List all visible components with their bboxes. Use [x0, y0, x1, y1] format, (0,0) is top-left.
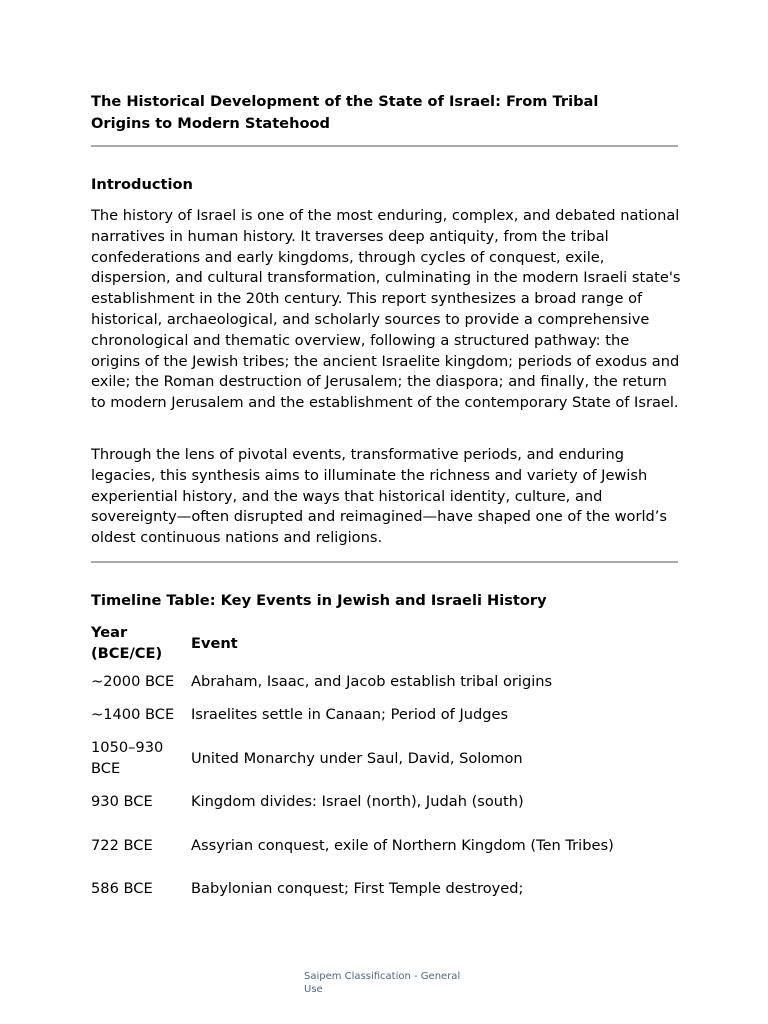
column-header-year: Year (BCE/CE): [91, 624, 163, 662]
event-cell: Abraham, Isaac, and Jacob establish tribal origins: [191, 673, 553, 691]
timeline-table: [91, 622, 679, 906]
table-row: [91, 666, 679, 699]
table-row: [91, 873, 679, 906]
timeline-heading: Timeline Table: Key Events in Jewish and Israeli History: [91, 592, 547, 609]
horizontal-divider: [91, 561, 678, 563]
year-cell: 722 BCE: [91, 836, 153, 854]
table-row: [91, 819, 679, 873]
table-header-row: [91, 622, 679, 666]
introduction-paragraph-1: The history of Israel is one of the most enduring, complex, and debated national narratives in human history. It traverses deep antiquity, from the tribal confederations and early kingdoms, through cycles of conquest, exile, dispersion, and cultural transformation, culminating in the modern Israeli state's establishment in the 20th century. This report synthesizes a broad range of historical, archaeological, and scholarly sources to provide a comprehensive chronological and thematic overview, following a structured pathway: the origins of the Jewish tribes; the ancient Israelite kingdom; periods of exodus and exile; the Roman destruction of Jerusalem; the diaspora; and finally, the return to modern Jerusalem and the establishment of the contemporary State of Israel.: [91, 207, 681, 412]
event-cell: Assyrian conquest, exile of Northern Kingdom (Ten Tribes): [191, 836, 614, 854]
year-cell: 586 BCE: [91, 880, 153, 898]
year-cell: 930 BCE: [91, 793, 153, 811]
event-cell: United Monarchy under Saul, David, Solomon: [191, 749, 523, 767]
introduction-paragraph-2: Through the lens of pivotal events, transformative periods, and enduring legacies, this synthesis aims to illuminate the richness and variety of Jewish experiential history, and the ways that historical identity, culture, and sovereignty—often disrupted and reimagined—have shaped one of the world’s oldest continuous nations and religions.: [91, 446, 668, 547]
table-row: [91, 699, 679, 732]
classification-footer: Saipem Classification - General Use: [304, 971, 461, 995]
year-cell: 1050–930 BCE: [91, 739, 164, 777]
event-cell: Israelites settle in Canaan; Period of Judges: [191, 706, 509, 724]
event-cell: Babylonian conquest; First Temple destroyed;: [191, 880, 524, 898]
column-header-event: Event: [191, 634, 238, 652]
event-cell: Kingdom divides: Israel (north), Judah (south): [191, 793, 524, 811]
introduction-heading: Introduction: [91, 176, 193, 193]
year-cell: ~2000 BCE: [91, 673, 175, 691]
table-row: [91, 786, 679, 819]
document-title: The Historical Development of the State of Israel: From Tribal Origins to Modern Statehood: [91, 93, 599, 132]
horizontal-divider: [91, 145, 678, 147]
year-cell: ~1400 BCE: [91, 706, 175, 724]
table-row: [91, 732, 679, 786]
